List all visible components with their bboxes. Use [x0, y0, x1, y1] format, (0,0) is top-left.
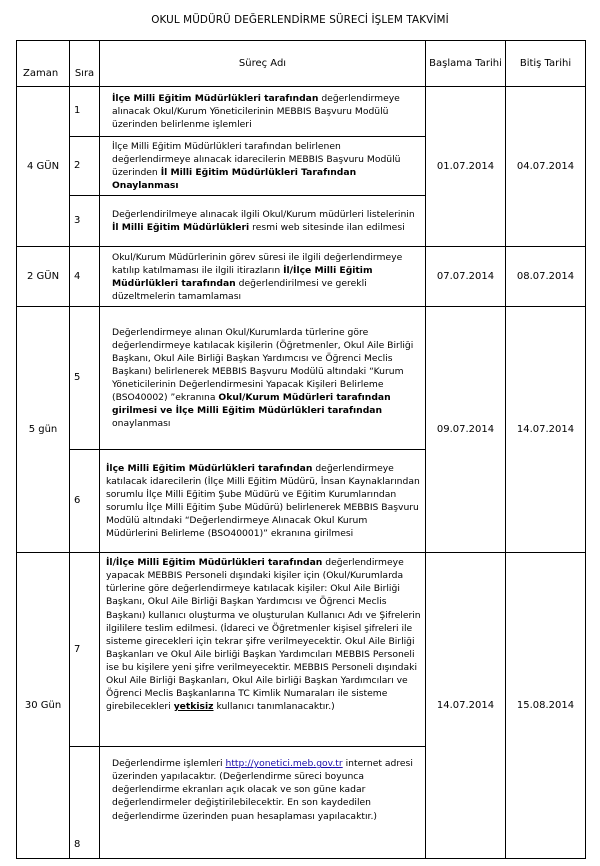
surec-cell	[100, 87, 426, 137]
surec-text: değerlendirmeye yapacak MEBBIS Personeli dışındaki kişiler için (Okul/Kurumlarda türlerine göre değerlendirmeye katılacak kişiler: Okul Aile Birliği Başkanı, Okul Aile Birliği Başkan Yardımcısı ve Öğrenci Meclis Başkanı) kullanıcı oluşturma ve oluşturulan Kullanıcı Adı ve Şifrelerin ilgililere teslim edilmesi. (İdareci ve Öğretmenler kişisel şifreleri ile sisteme girecekleri için tekrar şifre verilmeyecektir. Okul Aile Birliği Başkanları ve Okul Aile birliği Başkan Yardımcıları MEBBIS Personeli ise bu kişilere yeni şifre verilmeyecektir. MEBBIS Personeli dışındaki Okul Aile Birliği Başkanları, Okul Aile birliği Başkan Yardımcıları ve Öğrenci Meclis Başkanlarına TC Kimlik Numaraları ile sisteme girebilecekleri	[106, 557, 421, 712]
table-row	[17, 553, 586, 747]
end-date-cell: 15.08.2014	[506, 553, 586, 859]
surec-bold: İl/İlçe Milli Eğitim Müdürlükleri tarafından	[112, 264, 373, 289]
header-sira: Sıra	[70, 41, 100, 87]
end-date-cell: 04.07.2014	[506, 87, 586, 247]
sira-cell: 3	[70, 196, 100, 247]
table-row	[17, 307, 586, 450]
surec-text: Değerlendirilmeye alınacak ilgili Okul/Kurum müdürleri listelerinin	[112, 209, 415, 221]
end-date-cell: 08.07.2014	[506, 247, 586, 307]
surec-text: onaylanması	[112, 418, 171, 430]
zaman-cell: 2 GÜN	[17, 247, 70, 307]
surec-bold: Okul/Kurum Müdürleri tarafından girilmesi ve İlçe Milli Eğitim Müdürlükleri tarafından	[112, 392, 391, 417]
surec-bold: İlçe Milli Eğitim Müdürlükleri tarafından	[106, 463, 313, 475]
surec-text: kullanıcı tanımlanacaktır.)	[213, 700, 335, 712]
surec-cell	[100, 196, 426, 247]
website-link[interactable]: http://yonetici.meb.gov.tr	[225, 758, 343, 770]
surec-bold: İl Milli Eğitim Müdürlükleri Tarafından Onaylanması	[112, 167, 357, 192]
sira-cell: 4	[70, 247, 100, 307]
header-zaman: Zaman	[17, 41, 70, 87]
end-date-cell: 14.07.2014	[506, 307, 586, 553]
surec-emphasis: yetkisiz	[173, 700, 214, 712]
start-date-cell: 09.07.2014	[426, 307, 506, 553]
surec-text: değerlendirmeye katılacak idarecilerin (İlçe Milli Eğitim Müdürü, İnsan Kaynaklarından sorumlu İlçe Milli Eğitim Şube Müdürü ve Eğitim Kurumlarından sorumlu İlçe Milli Eğitim Şube Müdürü) belirlenerek MEBBIS Başvuru Modülü altındaki “Değerlendirmeye Alınacak Okul Kurum Müdürlerini Belirleme (BSO40001)” ekranına girilmesi	[106, 463, 420, 540]
surec-bold: İl/İlçe Milli Eğitim Müdürlükleri tarafından	[106, 557, 323, 569]
table-row	[17, 247, 586, 307]
sira-cell: 1	[70, 87, 100, 137]
zaman-cell: 30 Gün	[17, 553, 70, 859]
start-date-cell: 01.07.2014	[426, 87, 506, 247]
surec-text: İlçe Milli Eğitim Müdürlükleri tarafından belirlenen değerlendirmeye alınacak idarecilerin MEBBIS Başvuru Modülü üzerinden	[112, 141, 401, 179]
surec-text: Okul/Kurum Müdürlerinin görev süresi ile ilgili değerlendirmeye katılıp katılmaması ile ilgili itirazların	[112, 251, 403, 276]
surec-text: Değerlendirme işlemleri	[112, 758, 226, 770]
surec-text: internet adresi üzerinden yapılacaktır. (Değerlendirme süreci boyunca değerlendirme ekranları açık olacak ve son güne kadar değerlendirmeler değiştirilebilecektir. En son kaydedilen değerlendirme üzerinden puan hesaplaması yapılacaktır.)	[112, 758, 413, 822]
sira-cell: 8	[70, 747, 100, 859]
sira-cell: 5	[70, 307, 100, 450]
surec-text: Değerlendirmeye alınan Okul/Kurumlarda türlerine göre değerlendirmeye katılacak kişilerin (Öğretmenler, Okul Aile Birliği Başkanı, Okul Aile Birliği Başkan Yardımcısı ve Öğrenci Meclis Başkanı) belirlenerek MEBBIS Başvuru Modülü altındaki “Kurum Yöneticilerinin Değerlendirmesini Yapacak Kişileri Belirleme (BSO40002) ”ekranına	[112, 327, 414, 404]
sira-cell: 7	[70, 553, 100, 747]
surec-bold: İl Milli Eğitim Müdürlükleri	[112, 222, 250, 234]
header-surec: Süreç Adı	[100, 41, 426, 87]
table-row	[17, 87, 586, 137]
header-baslama: Başlama Tarihi	[426, 41, 506, 87]
surec-cell	[100, 247, 426, 307]
surec-cell	[100, 450, 426, 553]
header-bitis: Bitiş Tarihi	[506, 41, 586, 87]
surec-text: resmi web sitesinde ilan edilmesi	[249, 222, 405, 234]
start-date-cell: 07.07.2014	[426, 247, 506, 307]
zaman-cell: 4 GÜN	[17, 87, 70, 247]
surec-text: değerlendirmeye alınacak Okul/Kurum Yöneticilerinin MEBBIS Başvuru Modülü üzerinden belirlenme işlemleri	[112, 92, 400, 131]
surec-bold: İlçe Milli Eğitim Müdürlükleri tarafından	[112, 92, 319, 104]
surec-cell	[100, 137, 426, 196]
sira-cell: 2	[70, 137, 100, 196]
sira-cell: 6	[70, 450, 100, 553]
schedule-table	[16, 40, 586, 859]
document-title: OKUL MÜDÜRÜ DEĞERLENDİRME SÜRECİ İŞLEM TAKVİMİ	[151, 14, 449, 26]
surec-cell	[100, 553, 426, 747]
surec-cell	[100, 747, 426, 859]
surec-cell	[100, 307, 426, 450]
header-row	[17, 41, 586, 87]
surec-text: değerlendirilmesi ve gerekli düzeltmelerin tamamlaması	[112, 277, 367, 302]
zaman-cell: 5 gün	[17, 307, 70, 553]
start-date-cell: 14.07.2014	[426, 553, 506, 859]
